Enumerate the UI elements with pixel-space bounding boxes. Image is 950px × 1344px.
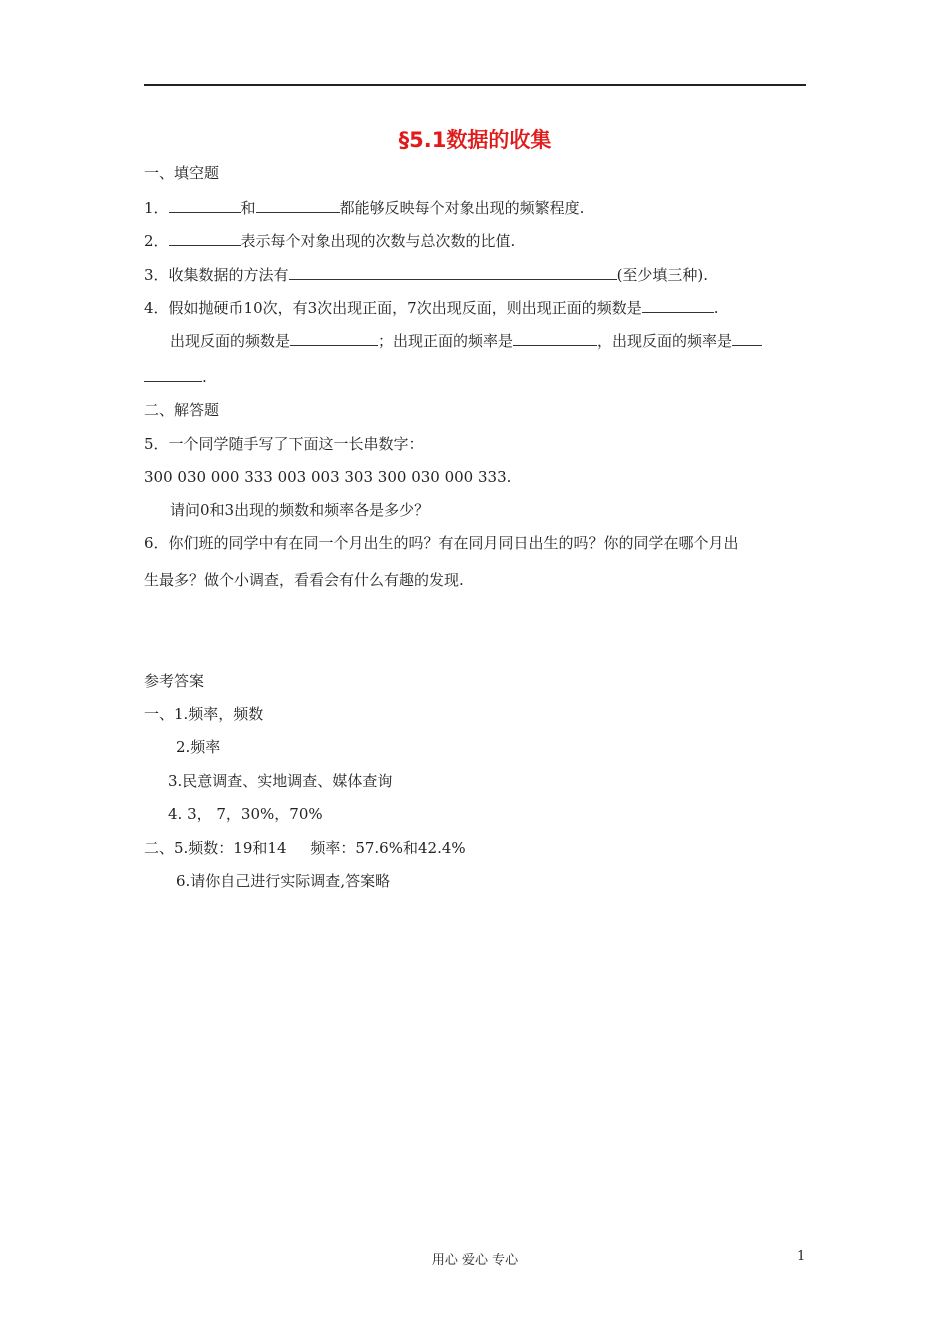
q4-blank-3 xyxy=(513,330,597,346)
q1-blank-1 xyxy=(169,197,241,213)
q4-blank-4 xyxy=(732,330,762,346)
answer-6: 6.请你自己进行实际调查,答案略 xyxy=(176,872,391,890)
q4-text-4: ，出现反面的频率是 xyxy=(597,332,733,350)
page-title: §5.1数据的收集 xyxy=(398,128,552,152)
answers-heading: 参考答案 xyxy=(144,672,205,690)
section-answer-questions: 二、解答题 xyxy=(144,401,220,419)
footer-motto: 用心 爱心 专心 xyxy=(431,1253,519,1268)
question-3 xyxy=(144,264,708,285)
q3-text: 收集数据的方法有 xyxy=(168,266,289,284)
question-6-line-2: 生最多？做个小调查，看看会有什么有趣的发现. xyxy=(144,571,464,589)
question-6-line-1: 6．你们班的同学中有在同一个月出生的吗？有在同月同日出生的吗？你的同学在哪个月出 xyxy=(144,534,739,552)
question-1 xyxy=(144,197,584,218)
question-5-line-1: 5．一个同学随手写了下面这一长串数字： xyxy=(144,435,424,453)
question-5-numbers: 300 030 000 333 003 003 303 300 030 000 333. xyxy=(144,468,512,486)
q4-blank-1 xyxy=(642,297,714,313)
header-rule xyxy=(144,84,806,86)
answer-5: 二、5.频数：19和14 频率：57.6%和42.4% xyxy=(144,839,466,857)
question-4-line-1 xyxy=(144,297,719,318)
q4-blank-2 xyxy=(290,330,378,346)
answer-3: 3.民意调查、实地调查、媒体查询 xyxy=(168,772,393,790)
q3-blank xyxy=(289,264,617,280)
q1-connector: 和 xyxy=(240,199,256,217)
question-4-line-2 xyxy=(170,330,762,351)
section-fill-in: 一、填空题 xyxy=(144,164,220,182)
q3-note: (至少填三种). xyxy=(616,266,709,284)
q3-number: 3． xyxy=(144,266,169,284)
question-2 xyxy=(144,230,515,251)
question-5-line-3: 请问0和3出现的频数和频率各是多少？ xyxy=(170,501,430,519)
q1-number: 1． xyxy=(144,199,169,217)
question-4-line-3 xyxy=(144,366,207,387)
answer-1: 一、1.频率，频数 xyxy=(144,705,264,723)
q4-period-1: . xyxy=(713,299,719,317)
page-number: 1 xyxy=(797,1249,806,1264)
q4-text-2: 出现反面的频数是 xyxy=(170,332,291,350)
q4-blank-4-cont xyxy=(144,366,202,382)
answer-2: 2.频率 xyxy=(176,738,221,756)
q2-blank xyxy=(169,230,241,246)
q2-number: 2． xyxy=(144,232,169,250)
q4-text-3: ；出现正面的频率是 xyxy=(378,332,514,350)
q4-text-1: 4．假如抛硬币10次，有3次出现正面，7次出现反面，则出现正面的频数是 xyxy=(144,299,642,317)
q2-text: 表示每个对象出现的次数与总次数的比值. xyxy=(240,232,516,250)
q1-text: 都能够反映每个对象出现的频繁程度. xyxy=(339,199,585,217)
q1-blank-2 xyxy=(256,197,340,213)
q4-period-2: . xyxy=(202,368,207,386)
answer-4: 4. 3， 7，30%，70% xyxy=(168,805,323,823)
